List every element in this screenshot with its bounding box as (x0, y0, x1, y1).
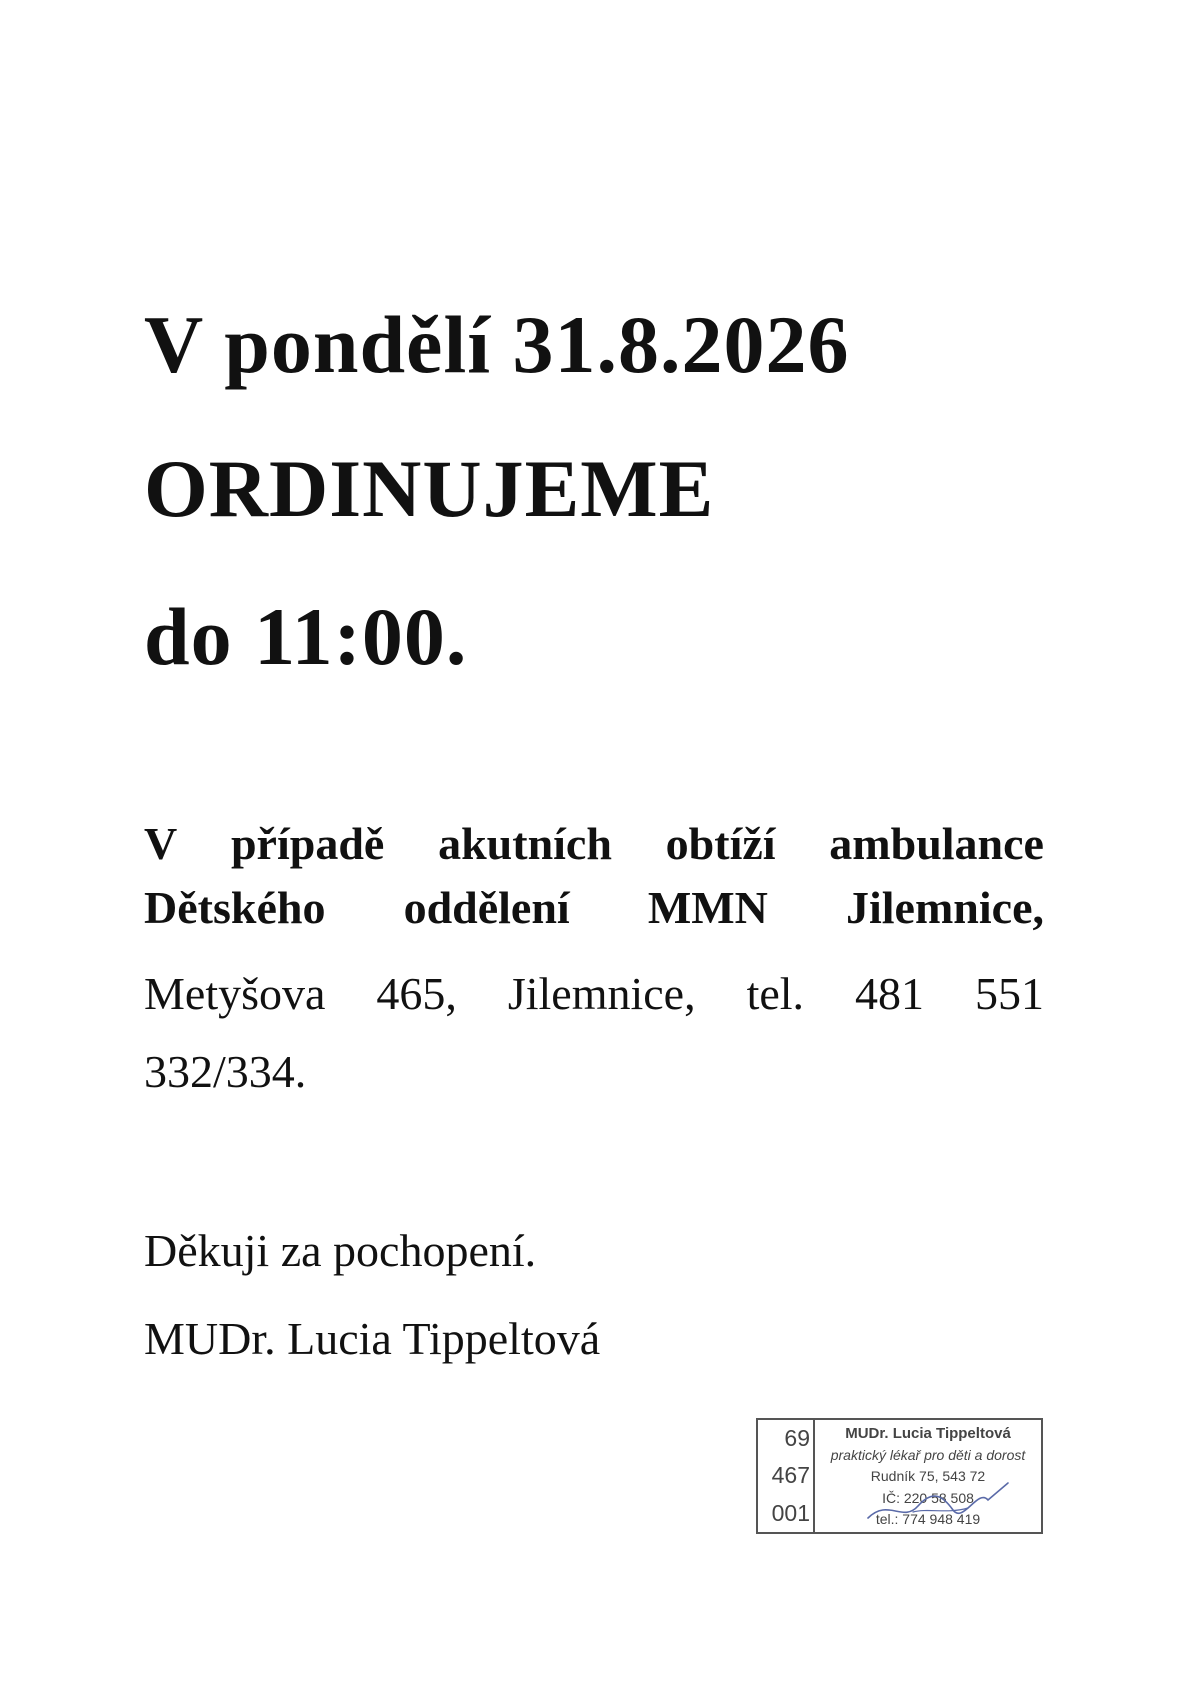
stamp-code-part: 69 (784, 1425, 810, 1452)
word: MMN (647, 882, 768, 933)
doctor-name: MUDr. Lucia Tippeltová (144, 1313, 601, 1364)
doctor-stamp (756, 1418, 1043, 1534)
word: Jilemnice, (507, 968, 696, 1019)
emergency-line-4: 332/334. (144, 1046, 307, 1097)
word: 481 (855, 968, 924, 1019)
word: 551 (974, 968, 1044, 1019)
thanks-text: Děkuji za pochopení. (144, 1225, 537, 1276)
stamp-phone: tel.: 774 948 419 (875, 1511, 981, 1528)
word: ambulance (829, 818, 1044, 869)
word: akutních (438, 818, 612, 869)
emergency-line-2 (144, 876, 1044, 940)
word: V (144, 818, 178, 869)
stamp-role: praktický lékař pro děti a dorost (830, 1447, 1026, 1464)
stamp-code (758, 1420, 815, 1532)
notice-time-heading: do 11:00. (144, 591, 468, 682)
word: tel. (746, 968, 805, 1019)
word: oddělení (403, 882, 570, 933)
stamp-address: Rudník 75, 543 72 (870, 1468, 986, 1485)
emergency-line-1 (144, 812, 1044, 876)
word: Jilemnice, (846, 882, 1044, 933)
word: Metyšova (144, 968, 326, 1019)
notice-date-heading: V pondělí 31.8.2026 (144, 299, 850, 390)
word: případě (230, 818, 385, 869)
emergency-line-3 (144, 962, 1044, 1026)
stamp-ic: IČ: 220 58 508 (882, 1489, 974, 1506)
word: Dětského (144, 882, 326, 933)
notice-status-heading: ORDINUJEME (144, 443, 715, 534)
stamp-code-part: 467 (771, 1462, 810, 1489)
stamp-code-part: 001 (771, 1499, 810, 1526)
word: 465, (376, 968, 457, 1019)
stamp-name: MUDr. Lucia Tippeltová (845, 1424, 1011, 1442)
stamp-details (815, 1420, 1041, 1532)
word: obtíží (665, 818, 776, 869)
